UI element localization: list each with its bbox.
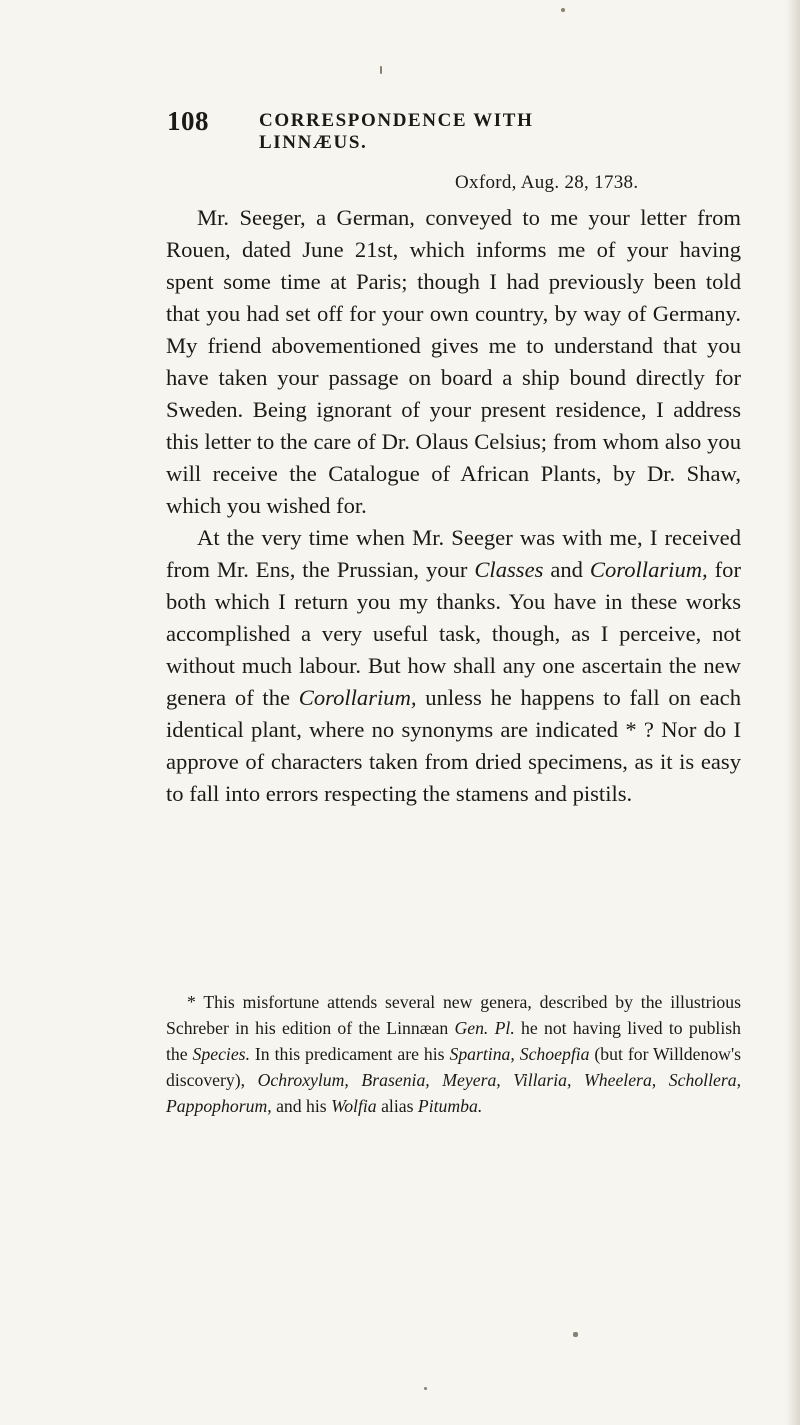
text-run: and his [271,1096,332,1116]
paper-speck [380,66,382,74]
letter-body [166,202,741,810]
text-run: and [543,557,590,582]
text-run: Mr. Seeger, a German, conveyed to me your letter from Rouen, dated June 21st, which informs me of your having spent some time at Paris; though I had previously been told that you had set off for your own country, by way of Germany. My friend abovementioned gives me to understand that you have taken your passage on board a ship bound directly for Sweden. Being ignorant of your present residence, I address this letter to the care of Dr. Olaus Celsius; from whom also you will receive the Catalogue of African Plants, by Dr. Shaw, which you wished for. [166,205,741,518]
italic-run: Spartina, Schoepfia [449,1044,590,1064]
page-number: 108 [167,106,209,136]
italic-run: Pitumba. [417,1096,483,1116]
footnote [166,989,741,1119]
footnote-paragraph [166,989,741,1119]
italic-run: Species. [192,1044,250,1064]
text-run: he not having lived to publish the [166,1018,741,1064]
text-run: In this predicament are his [250,1044,450,1064]
text-run: At the very time when Mr. Seeger was with me, I received from Mr. Ens, the Prussian, your [166,525,741,582]
paragraph [166,522,741,810]
text-run: alias [376,1096,418,1116]
text-run: (but for Willdenow's discovery), [166,1044,742,1090]
letter-dateline: Oxford, Aug. 28, 1738. [455,172,639,193]
text-run: for both which I return you my thanks. You have in these works accomplished a very useful task, though, as I perceive, not without much labour. But how shall any one ascertain the new genera of the [166,557,742,710]
running-head: CORRESPONDENCE WITH LINNÆUS. [259,110,534,153]
text-run: unless he happens to fall on each identical plant, where no synonyms are indicated [166,685,741,742]
page-header [167,106,647,153]
italic-run: Gen. Pl. [454,1018,515,1038]
footnote-reference: * [618,717,644,742]
italic-run: Corollarium, [298,685,417,710]
italic-run: Ochroxylum, Brasenia, Meyera, Villaria, Wheelera, Schollera, Pappophorum, [166,1070,741,1116]
paper-speck [561,8,565,12]
paper-speck [424,1387,427,1390]
text-run: * This misfortune attends several new genera, described by the illustrious Schreber in his edition of the Linnæan [166,992,741,1038]
paper-speck [573,1332,578,1337]
page-edge-shadow [786,0,800,1425]
italic-run: Corollarium, [589,557,708,582]
paragraph [166,202,741,522]
italic-run: Classes [474,557,544,582]
text-run: ? Nor do I approve of characters taken from dried specimens, as it is easy to fall into errors respecting the stamens and pistils. [166,717,742,806]
italic-run: Wolfia [331,1096,377,1116]
